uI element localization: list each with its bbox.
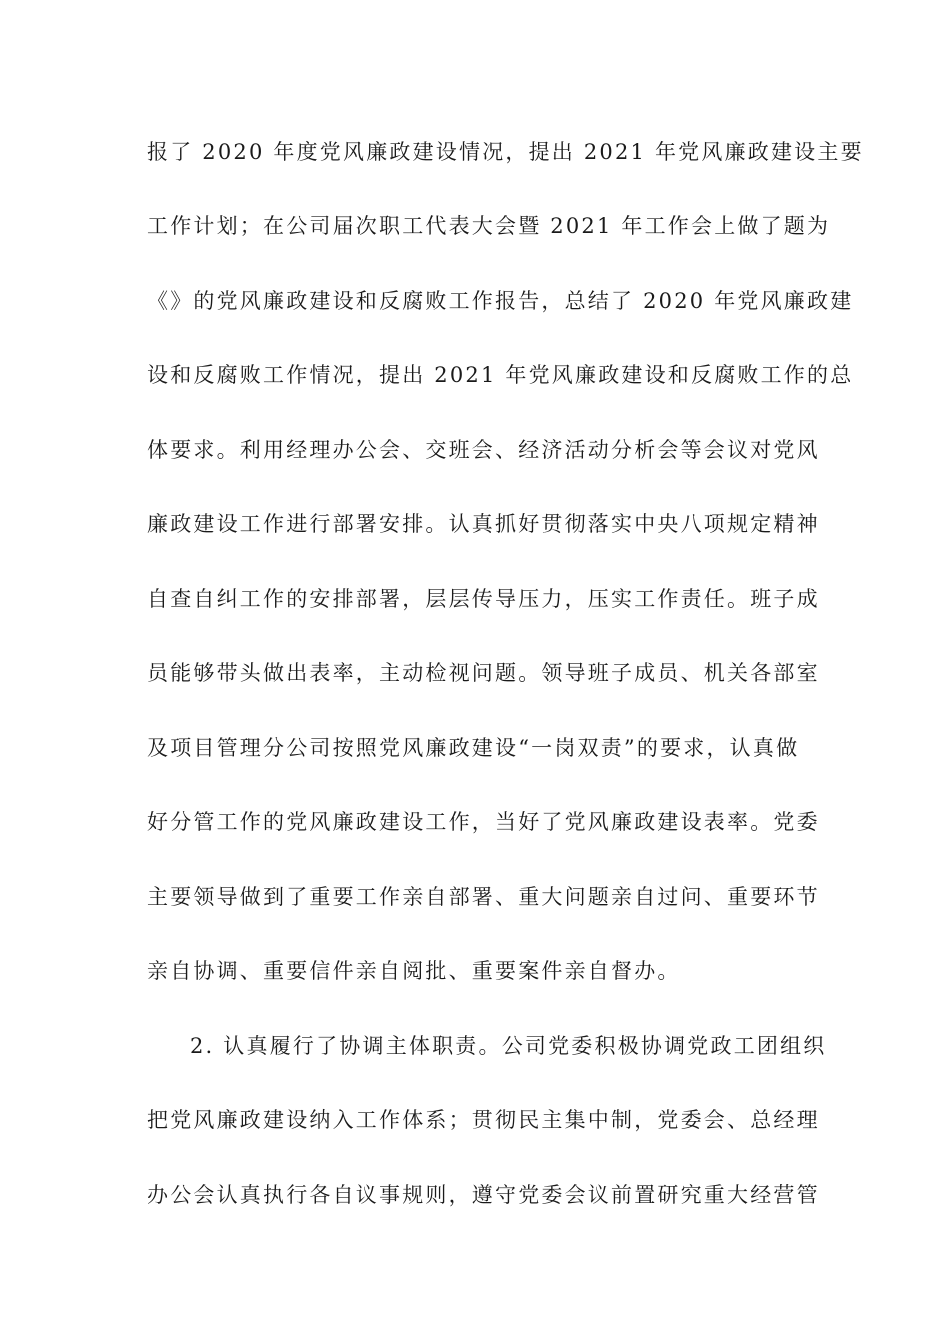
body-text-line: 主要领导做到了重要工作亲自部署、重大问题亲自过问、重要环节 — [147, 885, 820, 909]
body-text-line: 及项目管理分公司按照党风廉政建设“一岗双责”的要求，认真做 — [147, 736, 800, 760]
body-text-line: 把党风廉政建设纳入工作体系；贯彻民主集中制，党委会、总经理 — [147, 1108, 820, 1132]
body-text-line: 《》的党风廉政建设和反腐败工作报告，总结了 2020 年党风廉政建 — [147, 289, 854, 313]
body-text-line: 自查自纠工作的安排部署，层层传导压力，压实工作责任。班子成 — [147, 587, 820, 611]
body-text-line: 好分管工作的党风廉政建设工作，当好了党风廉政建设表率。党委 — [147, 810, 820, 834]
body-text-line: 体要求。利用经理办公会、交班会、经济活动分析会等会议对党风 — [147, 438, 820, 462]
body-text-line: 办公会认真执行各自议事规则，遵守党委会议前置研究重大经营管 — [147, 1183, 820, 1207]
body-text-line: 报了 2020 年度党风廉政建设情况，提出 2021 年党风廉政建设主要 — [147, 140, 864, 164]
body-text-line: 员能够带头做出表率，主动检视问题。领导班子成员、机关各部室 — [147, 661, 820, 685]
body-text-line: 工作计划；在公司届次职工代表大会暨 2021 年工作会上做了题为 — [147, 214, 831, 238]
body-text-line: 设和反腐败工作情况，提出 2021 年党风廉政建设和反腐败工作的总 — [147, 363, 854, 387]
body-text-line: 亲自协调、重要信件亲自阅批、重要案件亲自督办。 — [147, 959, 681, 983]
body-text-line: 廉政建设工作进行部署安排。认真抓好贯彻落实中央八项规定精神 — [147, 512, 820, 536]
paragraph-first-line: 2. 认真履行了协调主体职责。公司党委积极协调党政工团组织 — [190, 1034, 827, 1058]
